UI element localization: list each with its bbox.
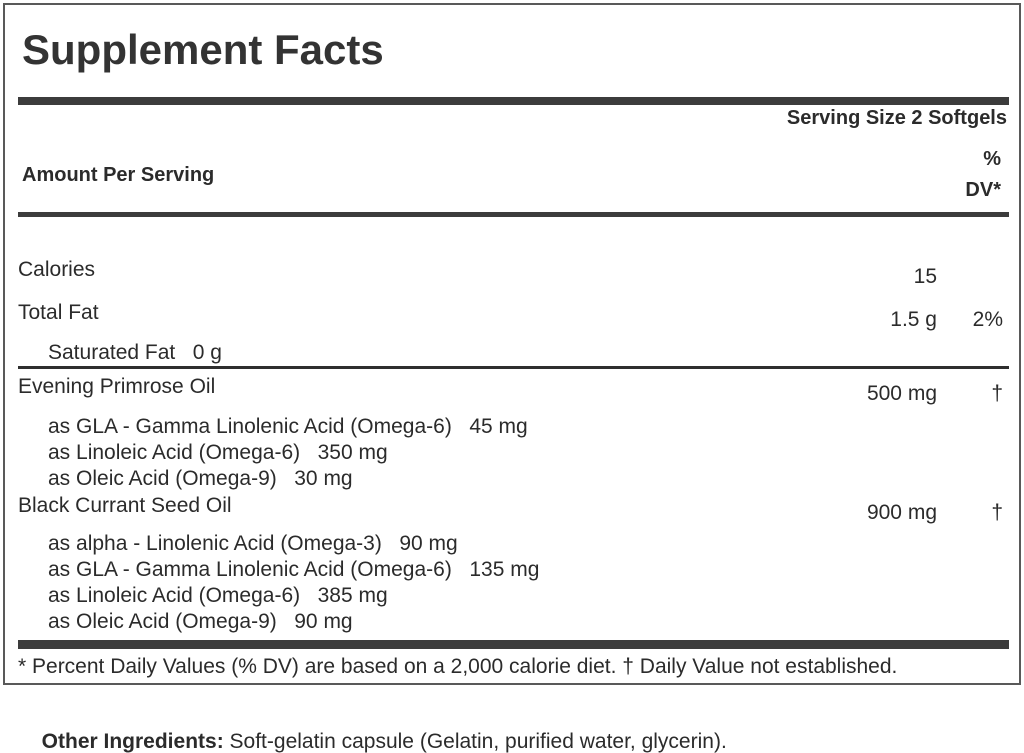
row-bco-alpha-linolenic — [18, 531, 1009, 557]
other-ingredients — [30, 709, 1024, 753]
row-epo-gla — [18, 414, 1009, 440]
other-ingredients-text: Soft-gelatin capsule (Gelatin, purified water, glycerin). — [223, 730, 727, 753]
amount-per-serving-header: Amount Per Serving — [22, 163, 215, 186]
nutrient-amount: 1.5 g — [890, 308, 937, 331]
nutrient-dv: † — [991, 382, 1003, 405]
row-saturated-fat — [18, 342, 1009, 369]
nutrient-rows — [18, 259, 1009, 635]
nutrient-name: as Oleic Acid (Omega-9) 90 mg — [48, 610, 353, 633]
nutrient-amount: 500 mg — [866, 382, 937, 405]
nutrient-name: Calories — [18, 258, 96, 281]
row-bco-gla — [18, 557, 1009, 583]
nutrient-amount — [827, 349, 937, 371]
nutrient-dv — [937, 266, 1009, 288]
nutrient-dv: 2% — [972, 308, 1003, 331]
row-bco-linoleic — [18, 583, 1009, 609]
percent-dv-header — [965, 144, 1009, 206]
header-divider — [18, 212, 1009, 217]
nutrient-name: as alpha - Linolenic Acid (Omega-3) 90 mg — [48, 532, 458, 555]
nutrient-name: Black Currant Seed Oil — [18, 494, 232, 517]
nutrient-amount: 900 mg — [866, 501, 937, 524]
percent-sign: % — [983, 148, 1001, 170]
column-header-row — [18, 144, 1009, 206]
nutrient-dv: † — [991, 501, 1003, 524]
dv-label: DV* — [965, 179, 1001, 201]
row-black-currant-seed-oil — [18, 494, 1009, 524]
row-bco-oleic — [18, 609, 1009, 635]
nutrient-name: Evening Primrose Oil — [18, 375, 216, 398]
row-epo-linoleic — [18, 440, 1009, 466]
nutrient-name: as Linoleic Acid (Omega-6) 350 mg — [48, 441, 388, 464]
row-total-fat — [18, 301, 1009, 331]
nutrient-dv — [937, 349, 1009, 371]
thick-divider-top — [18, 97, 1009, 105]
nutrient-name: as Oleic Acid (Omega-9) 30 mg — [48, 467, 353, 490]
row-calories — [18, 258, 1009, 288]
thick-divider-bottom — [18, 640, 1009, 649]
nutrient-name: as GLA - Gamma Linolenic Acid (Omega-6) 135 mg — [48, 558, 540, 581]
nutrient-amount: 15 — [913, 265, 937, 288]
nutrient-name: Total Fat — [18, 301, 99, 324]
nutrient-name: as GLA - Gamma Linolenic Acid (Omega-6) 45 mg — [48, 415, 528, 438]
nutrient-name: Saturated Fat 0 g — [48, 341, 222, 364]
other-ingredients-label: Other Ingredients: — [41, 730, 224, 753]
supplement-facts-panel — [3, 3, 1021, 685]
daily-value-footnote: * Percent Daily Values (% DV) are based on a 2,000 calorie diet. † Daily Value not established. — [18, 655, 898, 678]
row-epo-oleic — [18, 466, 1009, 492]
row-evening-primrose-oil — [18, 375, 1009, 405]
nutrient-name: as Linoleic Acid (Omega-6) 385 mg — [48, 584, 388, 607]
serving-size: Serving Size 2 Softgels — [786, 107, 1007, 129]
panel-title: Supplement Facts — [22, 26, 384, 73]
